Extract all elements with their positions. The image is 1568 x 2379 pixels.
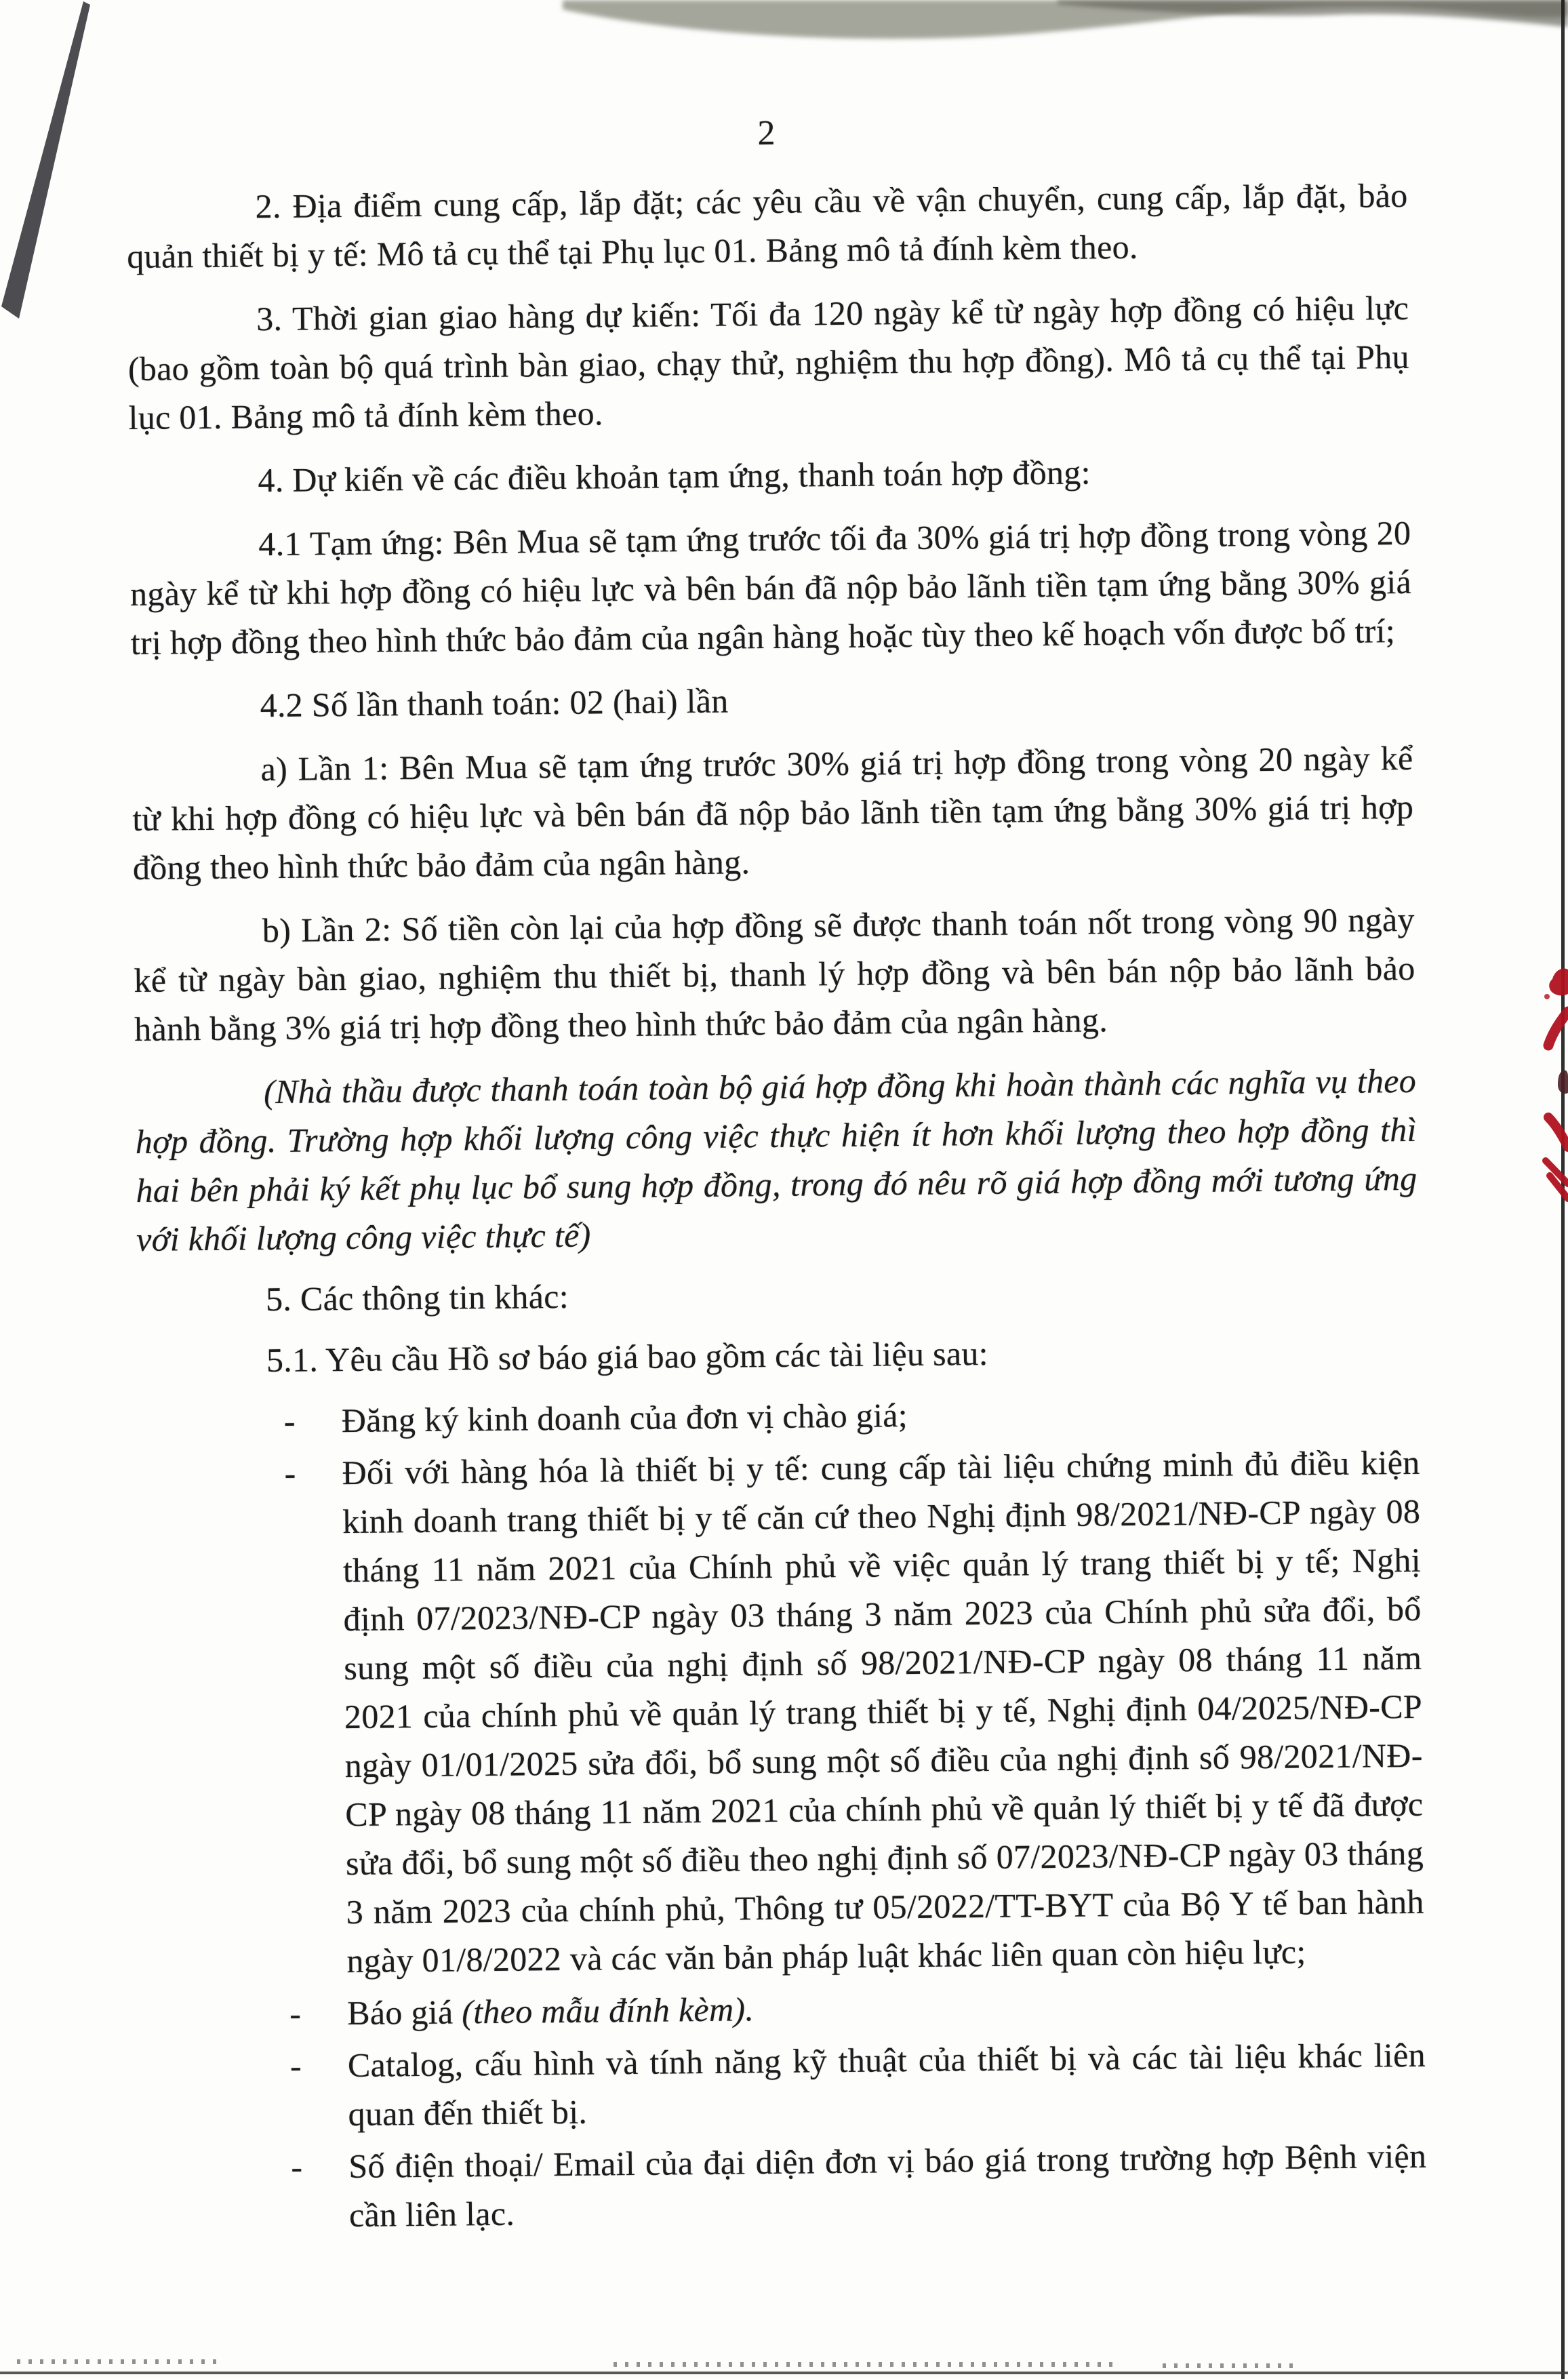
dark-mark <box>1558 1071 1568 1094</box>
page-number: 2 <box>757 113 776 153</box>
diagonal-line-shape <box>1 1 90 319</box>
dash-bullet: - <box>283 1401 296 1440</box>
paragraph-2-location: 2. Địa điểm cung cấp, lắp đặt; các yêu cầu về vận chuyển, cung cấp, lắp đặt, bảo quản thiết bị y tế: Mô tả cụ thể tại Phụ lục 01. Bảng mô tả đính kèm theo. <box>127 176 1408 276</box>
paragraph-4-1-advance: 4.1 Tạm ứng: Bên Mua sẽ tạm ứng trước tối đa 30% giá trị hợp đồng trong vòng 20 ngày kể từ khi hợp đồng có hiệu lực và bên bán đã nộp bảo lãnh tiền tạm ứng bằng 30% giá trị hợp đồng theo hình thức bảo đảm của ngân hàng hoặc tùy theo kế hoạch vốn được bố trí; <box>129 513 1412 662</box>
paragraph-b-second-payment: b) Lần 2: Số tiền còn lại của hợp đồng sẽ được thanh toán nốt trong vòng 90 ngày kể từ ngày bàn giao, nghiệm thu thiết bị, thanh lý hợp đồng và bên bán nộp bảo lãnh bảo hành bằng 3% giá trị hợp đồng theo hình thức bảo đảm của ngân hàng. <box>134 900 1415 1049</box>
scan-artifact-right-edge-line <box>1561 0 1565 2379</box>
list-item-catalog <box>144 2031 1426 2140</box>
list-item-contact-info <box>145 2132 1427 2241</box>
list-item-quotation <box>144 1978 1426 2039</box>
paragraph-5-other-info: 5. Các thông tin khác: <box>265 1277 569 1319</box>
list-item-medical-device-regulations <box>138 1438 1425 1987</box>
scan-artifact-bottom-edge-line <box>0 2372 1568 2374</box>
scan-artifact-speckles <box>614 2362 1115 2367</box>
scan-artifact-speckles <box>17 2359 220 2364</box>
paragraph-4-2-installments: 4.2 Số lần thanh toán: 02 (hai) lần <box>260 681 729 725</box>
red-mark-stroke-2 <box>1548 1117 1568 1147</box>
paragraph-a-first-payment: a) Lần 1: Bên Mua sẽ tạm ứng trước 30% giá trị hợp đồng trong vòng 20 ngày kể từ khi hợp đồng có hiệu lực và bên bán đã nộp bảo lãnh tiền tạm ứng bằng 30% giá trị hợp đồng theo hình thức bảo đảm của ngân hàng. <box>132 738 1414 887</box>
quotation-lead-text: Báo giá <box>346 1993 462 2033</box>
requirement-list <box>138 1386 1427 2241</box>
paragraph-5-1-quotation-docs: 5.1. Yêu cầu Hồ sơ báo giá bao gồm các tài liệu sau: <box>266 1334 989 1380</box>
scan-artifact-red-marks <box>1517 949 1568 1220</box>
list-item-text: Số điện thoại/ Email của đại diện đơn vị báo giá trong trường hợp Bệnh viện cần liên lạc. <box>348 2136 1427 2235</box>
list-item-business-registration <box>138 1386 1420 1447</box>
dash-bullet: - <box>291 2147 303 2186</box>
quotation-italic-text: (theo mẫu đính kèm). <box>461 1990 755 2031</box>
dash-bullet: - <box>284 1454 296 1492</box>
document-body <box>125 0 1428 2245</box>
paragraph-3-delivery-time: 3. Thời gian giao hàng dự kiến: Tối đa 120 ngày kể từ ngày hợp đồng có hiệu lực (bao gồm toàn bộ quá trình bàn giao, chạy thử, nghiệm thu hợp đồng). Mô tả cụ thể tại Phụ lục 01. Bảng mô tả đính kèm theo. <box>127 288 1410 437</box>
paragraph-4-payment-terms: 4. Dự kiến về các điều khoản tạm ứng, thanh toán hợp đồng: <box>258 453 1091 500</box>
dash-bullet: - <box>289 2046 302 2085</box>
paragraph-note-italic: (Nhà thầu được thanh toán toàn bộ giá hợp đồng khi hoàn thành các nghĩa vụ theo hợp đồng. Trường hợp khối lượng công việc thực hiện ít hơn khối lượng theo hợp đồng thì hai bên phải ký kết phụ lục bổ sung hợp đồng, trong đó nêu rõ giá hợp đồng mới tương ứng với khối lượng công việc thực tế) <box>135 1061 1418 1258</box>
scan-artifact-speckles <box>1163 2363 1298 2368</box>
red-mark-stroke-1 <box>1548 1012 1568 1045</box>
dash-bullet: - <box>289 1994 302 2033</box>
list-item-text: Đăng ký kinh doanh của đơn vị chào giá; <box>341 1396 908 1440</box>
red-mark-stroke-3 <box>1546 1161 1568 1184</box>
list-item-text: Catalog, cấu hình và tính năng kỹ thuật của thiết bị và các tài liệu khác liên quan đến thiết bị. <box>347 2035 1426 2134</box>
list-item-text <box>347 1978 1426 2037</box>
list-item-text: Đối với hàng hóa là thiết bị y tế: cung cấp tài liệu chứng minh đủ điều kiện kinh doanh trang thiết bị y tế căn cứ theo Nghị định 98/2021/NĐ-CP ngày 08 tháng 11 năm 2021 của Chính phủ về việc quản lý trang thiết bị y tế; Nghị định 07/2023/NĐ-CP ngày 03 tháng 3 năm 2023 của Chính phủ sửa đổi, bổ sung một số điều của nghị định số 98/2021/NĐ-CP ngày 08 tháng 11 năm 2021 của chính phủ về quản lý trang thiết bị y tế, Nghị định 04/2025/NĐ-CP ngày 01/01/2025 sửa đổi, bổ sung một số điều của nghị định số 98/2021/NĐ-CP ngày 08 tháng 11 năm 2021 của chính phủ về quản lý thiết bị y tế đã được sửa đổi, bổ sung một số điều theo nghị định số 07/2023/NĐ-CP ngày 03 tháng 3 năm 2023 của chính phủ, Thông tư 05/2022/TT-BYT của Bộ Y tế ban hành ngày 01/8/2022 và các văn bản pháp luật khác liên quan còn hiệu lực; <box>342 1443 1424 1980</box>
red-mark-dot <box>1544 994 1550 999</box>
red-mark-blob <box>1549 969 1568 996</box>
red-mark-stroke-4 <box>1550 1176 1568 1199</box>
